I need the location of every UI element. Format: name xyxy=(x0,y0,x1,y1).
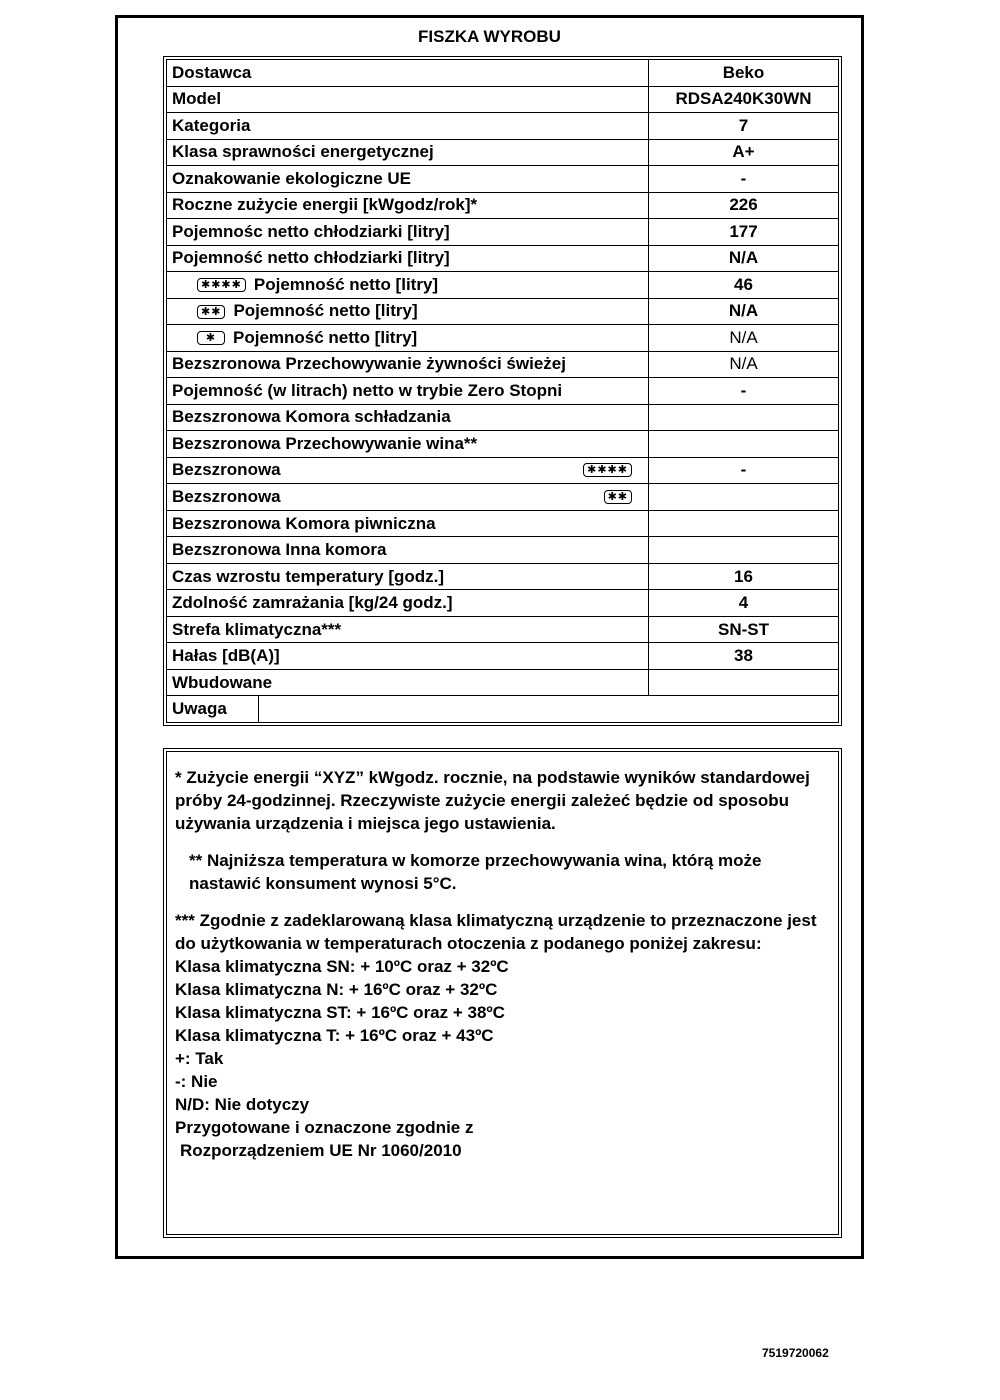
spec-value: Beko xyxy=(649,60,839,87)
legend-plus: +: Tak xyxy=(175,1049,224,1068)
spec-value: - xyxy=(649,378,839,405)
spec-row xyxy=(167,351,839,378)
star-rating-icon: ✱✱ xyxy=(604,490,632,504)
spec-label-cell xyxy=(167,590,649,617)
star-rating-icon: ✱✱ xyxy=(197,305,225,319)
spec-row xyxy=(167,537,839,564)
star-rating-icon: ✱✱✱✱ xyxy=(583,463,632,477)
spec-label-cell xyxy=(167,431,649,458)
note-wine: ** Najniższa temperatura w komorze przechowywania wina, którą może nastawić konsument wynosi 5°C. xyxy=(189,851,762,893)
spec-label: Model xyxy=(172,89,222,109)
spec-value: N/A xyxy=(649,351,839,378)
spec-row xyxy=(167,378,839,405)
spec-label: Bezszronowa Przechowywanie wina** xyxy=(172,433,478,453)
spec-row xyxy=(167,325,839,352)
spec-value: A+ xyxy=(649,139,839,166)
uwaga-label: Uwaga xyxy=(172,696,259,722)
spec-label-cell xyxy=(167,643,649,670)
spec-value: - xyxy=(649,166,839,193)
note-climate: *** Zgodnie z zadeklarowaną klasa klimatyczną urządzenie to przeznaczone jest do użytkowania w temperaturach otoczenia z podanego poniżej zakresu: xyxy=(175,911,817,953)
spec-value: SN-ST xyxy=(649,616,839,643)
document-code: 7519720062 xyxy=(762,1346,829,1360)
sheet-title: FISZKA WYROBU xyxy=(418,27,561,46)
spec-row xyxy=(167,166,839,193)
spec-row xyxy=(167,590,839,617)
spec-label: Dostawca xyxy=(172,62,252,82)
spec-row xyxy=(167,404,839,431)
spec-row xyxy=(167,139,839,166)
spec-label: Pojemnośc netto chłodziarki [litry] xyxy=(172,221,450,241)
spec-value: 7 xyxy=(649,113,839,140)
spec-label: Pojemność netto [litry] xyxy=(253,274,439,294)
spec-label: Wbudowane xyxy=(172,672,273,692)
spec-value: N/A xyxy=(649,325,839,352)
star-rating-icon: ✱✱✱✱ xyxy=(197,278,246,292)
spec-label-cell xyxy=(167,484,649,511)
spec-row xyxy=(167,86,839,113)
spec-label: Bezszronowa xyxy=(172,487,281,506)
spec-label-cell xyxy=(167,245,649,272)
spec-label-cell xyxy=(167,60,649,87)
spec-row xyxy=(167,245,839,272)
spec-label: Bezszronowa Komora piwniczna xyxy=(172,513,436,533)
spec-label-cell xyxy=(167,298,649,325)
spec-row xyxy=(167,113,839,140)
spec-table-wrapper xyxy=(163,56,842,726)
star-rating-icon: ✱ xyxy=(197,331,225,345)
spec-value xyxy=(649,404,839,431)
spec-label-cell xyxy=(167,616,649,643)
spec-label: Pojemność netto [litry] xyxy=(233,327,418,347)
spec-label: Zdolność zamrażania [kg/24 godz.] xyxy=(172,593,453,613)
spec-label: Klasa sprawności energetycznej xyxy=(172,142,434,162)
prepared-line-1: Przygotowane i oznaczone zgodnie z xyxy=(175,1118,474,1137)
spec-label-cell xyxy=(167,351,649,378)
spec-row xyxy=(167,643,839,670)
spec-label: Bezszronowa Komora schładzania xyxy=(172,407,451,427)
spec-value: 16 xyxy=(649,563,839,590)
spec-row xyxy=(167,192,839,219)
spec-value: RDSA240K30WN xyxy=(649,86,839,113)
spec-row xyxy=(167,563,839,590)
spec-label: Pojemność (w litrach) netto w trybie Zero Stopni xyxy=(172,380,563,400)
spec-label: Czas wzrostu temperatury [godz.] xyxy=(172,566,445,586)
spec-label: Hałas [dB(A)] xyxy=(172,646,280,666)
spec-value: 177 xyxy=(649,219,839,246)
spec-value xyxy=(649,484,839,511)
spec-label-cell xyxy=(167,86,649,113)
spec-row xyxy=(167,616,839,643)
legend-minus: -: Nie xyxy=(175,1072,218,1091)
spec-label-cell xyxy=(167,139,649,166)
climate-class-n: Klasa klimatyczna N: + 16ºC oraz + 32ºC xyxy=(175,980,498,999)
spec-value: N/A xyxy=(649,298,839,325)
spec-label-cell xyxy=(167,325,649,352)
spec-row xyxy=(167,457,839,484)
notes-wrapper xyxy=(163,748,842,1238)
spec-row xyxy=(167,272,839,299)
legend-nd: N/D: Nie dotyczy xyxy=(175,1095,310,1114)
note-energy: * Zużycie energii “XYZ” kWgodz. rocznie, na podstawie wyników standardowej próby 24-godzinnej. Rzeczywiste zużycie energii zależeć będzie od sposobu używania urządzenia i miejsca jego ustawienia. xyxy=(175,768,810,833)
spec-label-cell xyxy=(167,219,649,246)
spec-table xyxy=(166,59,839,723)
spec-label-cell xyxy=(167,510,649,537)
spec-row xyxy=(167,60,839,87)
spec-label-cell xyxy=(167,404,649,431)
spec-label-cell xyxy=(167,192,649,219)
spec-value xyxy=(649,510,839,537)
spec-value: N/A xyxy=(649,245,839,272)
spec-row xyxy=(167,669,839,696)
uwaga-cell xyxy=(167,696,839,723)
spec-label-cell xyxy=(167,669,649,696)
spec-value: - xyxy=(649,457,839,484)
spec-value: 46 xyxy=(649,272,839,299)
notes-box xyxy=(166,751,839,1235)
spec-label-cell xyxy=(167,537,649,564)
spec-label-cell xyxy=(167,113,649,140)
spec-label: Kategoria xyxy=(172,115,251,135)
spec-row-uwaga xyxy=(167,696,839,723)
spec-label: Bezszronowa xyxy=(172,460,281,480)
climate-class-sn: Klasa klimatyczna SN: + 10ºC oraz + 32ºC xyxy=(175,957,509,976)
spec-value xyxy=(649,537,839,564)
spec-value xyxy=(649,669,839,696)
spec-label: Bezszronowa Przechowywanie żywności świeżej xyxy=(172,354,566,374)
spec-value: 38 xyxy=(649,643,839,670)
spec-row xyxy=(167,298,839,325)
spec-label-cell xyxy=(167,378,649,405)
spec-value xyxy=(649,431,839,458)
spec-label: Roczne zużycie energii [kWgodz/rok]* xyxy=(172,195,478,215)
spec-value: 226 xyxy=(649,192,839,219)
spec-label: Bezszronowa Inna komora xyxy=(172,540,387,560)
spec-label: Pojemność netto chłodziarki [litry] xyxy=(172,248,450,268)
spec-label: Pojemność netto [litry] xyxy=(233,301,418,321)
spec-row xyxy=(167,484,839,511)
climate-class-t: Klasa klimatyczna T: + 16ºC oraz + 43ºC xyxy=(175,1026,494,1045)
prepared-line-2: Rozporządzeniem UE Nr 1060/2010 xyxy=(180,1141,462,1160)
spec-label: Oznakowanie ekologiczne UE xyxy=(172,168,412,188)
spec-row xyxy=(167,510,839,537)
climate-class-st: Klasa klimatyczna ST: + 16ºC oraz + 38ºC xyxy=(175,1003,505,1022)
spec-label-cell xyxy=(167,166,649,193)
spec-label-cell xyxy=(167,457,649,484)
spec-row xyxy=(167,219,839,246)
product-sheet-frame xyxy=(115,15,864,1259)
spec-value: 4 xyxy=(649,590,839,617)
spec-label-cell xyxy=(167,272,649,299)
spec-label: Strefa klimatyczna*** xyxy=(172,619,342,639)
spec-row xyxy=(167,431,839,458)
spec-label-cell xyxy=(167,563,649,590)
